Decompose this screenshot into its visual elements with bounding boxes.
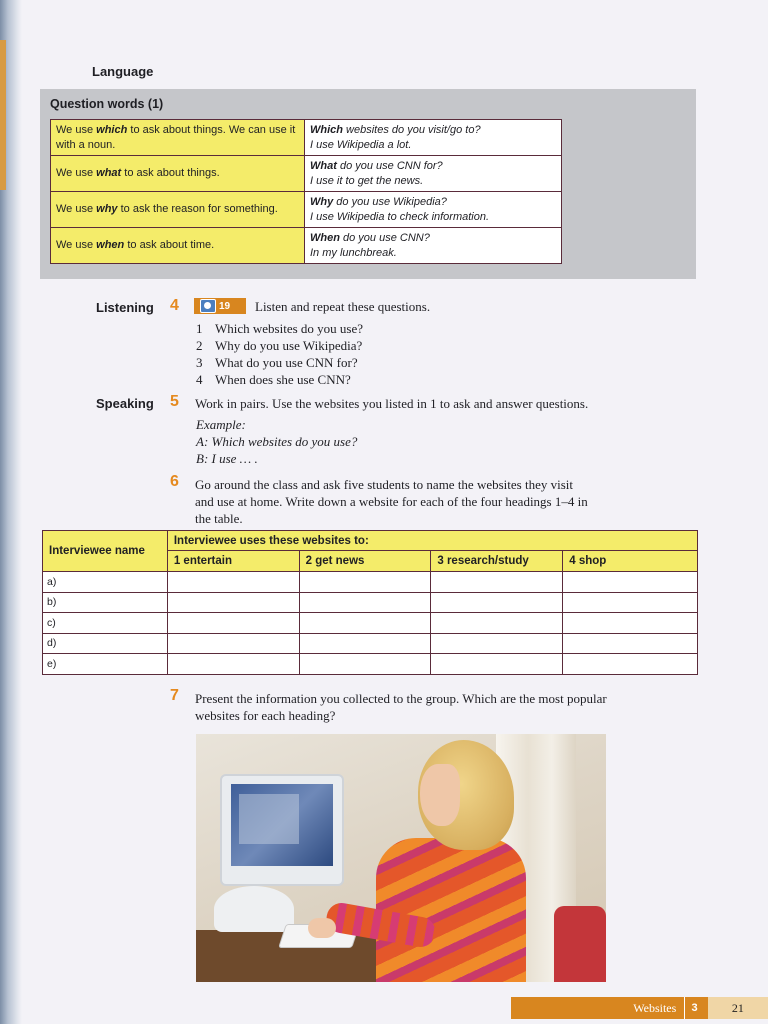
question-text: What do you use CNN for?: [215, 355, 358, 370]
survey-row-label: c): [43, 613, 168, 634]
question-word: when: [96, 239, 125, 251]
task7-instruction: [195, 690, 607, 724]
grammar-rule: We use what to ask about things.: [51, 156, 305, 192]
example-question: Why do you use Wikipedia?: [310, 195, 447, 208]
survey-answer-cell[interactable]: [167, 592, 299, 613]
survey-answer-cell[interactable]: [431, 654, 563, 675]
survey-answer-cell[interactable]: [299, 613, 431, 634]
survey-row: [43, 654, 698, 675]
survey-answer-cell[interactable]: [167, 572, 299, 593]
question-number: 1: [196, 321, 203, 336]
survey-answer-cell[interactable]: [431, 592, 563, 613]
grammar-box: [40, 89, 696, 279]
survey-column-header: 2 get news: [299, 551, 431, 572]
question-text: Why do you use Wikipedia?: [215, 338, 363, 353]
footer-unit-number: 3: [684, 997, 703, 1019]
survey-answer-cell[interactable]: [563, 572, 698, 593]
survey-answer-cell[interactable]: [563, 633, 698, 654]
survey-answer-cell[interactable]: [299, 654, 431, 675]
grammar-rule: We use when to ask about time.: [51, 228, 305, 264]
computer-monitor: [220, 774, 344, 886]
example-answer: In my lunchbreak.: [310, 246, 397, 259]
woman-at-computer-photo: [196, 734, 606, 982]
question-text: Which websites do you use?: [215, 321, 364, 336]
example-answer: I use it to get the news.: [310, 174, 424, 187]
survey-answer-cell[interactable]: [563, 613, 698, 634]
survey-column-header: 4 shop: [563, 551, 698, 572]
task6-instruction: [195, 476, 588, 527]
grammar-rule: We use why to ask the reason for something.: [51, 192, 305, 228]
survey-column-header: 3 research/study: [431, 551, 563, 572]
example-answer: I use Wikipedia to check information.: [310, 210, 490, 223]
survey-row-label: d): [43, 633, 168, 654]
survey-answer-cell[interactable]: [299, 633, 431, 654]
listening-question: [196, 320, 363, 337]
survey-column-header: 1 entertain: [167, 551, 299, 572]
language-heading: Language: [92, 64, 154, 79]
listening-instruction: Listen and repeat these questions.: [255, 299, 431, 314]
grammar-row: [51, 120, 562, 156]
page-footer: [511, 997, 768, 1019]
survey-row: [43, 592, 698, 613]
websites-group-header: Interviewee uses these websites to:: [167, 531, 697, 551]
listening-question: [196, 371, 363, 388]
survey-answer-cell[interactable]: [167, 654, 299, 675]
task6-line-3: the table.: [195, 511, 243, 526]
grammar-row: [51, 228, 562, 264]
survey-answer-cell[interactable]: [563, 654, 698, 675]
task7-line-2: websites for each heading?: [195, 708, 336, 723]
grammar-example: [305, 156, 562, 192]
example-line-a: A: Which websites do you use?: [196, 434, 358, 449]
survey-row: [43, 633, 698, 654]
audio-cd-icon: [200, 299, 216, 313]
question-number: 4: [196, 372, 203, 387]
striped-sweater: [376, 838, 526, 982]
listening-question: [196, 337, 363, 354]
task-number-5: 5: [170, 393, 179, 410]
survey-row-label: e): [43, 654, 168, 675]
survey-answer-cell[interactable]: [167, 633, 299, 654]
audio-track-number: 19: [219, 300, 231, 312]
task-number-6: 6: [170, 473, 179, 490]
example-label: Example:: [196, 417, 246, 432]
question-number: 3: [196, 355, 203, 370]
survey-answer-cell[interactable]: [167, 613, 299, 634]
grammar-example: [305, 192, 562, 228]
footer-unit-name: Websites: [633, 1000, 677, 1015]
listening-question: [196, 354, 363, 371]
task7-line-1: Present the information you collected to the group. Which are the most popular: [195, 691, 607, 706]
survey-answer-cell[interactable]: [431, 613, 563, 634]
survey-answer-cell[interactable]: [299, 592, 431, 613]
question-text: When does she use CNN?: [215, 372, 351, 387]
task6-line-1: Go around the class and ask five students to name the websites they visit: [195, 477, 574, 492]
task6-line-2: and use at home. Write down a website for each of the four headings 1–4 in: [195, 494, 588, 509]
page-number: 21: [708, 997, 768, 1019]
speaking-example: [196, 416, 357, 467]
grammar-row: [51, 156, 562, 192]
audio-track-badge[interactable]: [194, 298, 246, 314]
question-word: why: [96, 203, 118, 215]
grammar-example: [305, 120, 562, 156]
task-number-7: 7: [170, 687, 179, 704]
question-word: which: [96, 123, 128, 136]
survey-row-label: b): [43, 592, 168, 613]
survey-row-label: a): [43, 572, 168, 593]
monitor-screen: [231, 784, 333, 866]
survey-answer-cell[interactable]: [431, 572, 563, 593]
survey-row: [43, 613, 698, 634]
interviewee-name-header: Interviewee name: [43, 531, 168, 572]
survey-answer-cell[interactable]: [563, 592, 698, 613]
survey-answer-cell[interactable]: [299, 572, 431, 593]
listening-label: Listening: [96, 300, 154, 315]
listening-question-list: [196, 320, 363, 388]
example-question: Which websites do you visit/go to?: [310, 123, 481, 136]
red-chair: [554, 906, 606, 982]
grammar-example: [305, 228, 562, 264]
question-number: 2: [196, 338, 203, 353]
example-answer: I use Wikipedia a lot.: [310, 138, 412, 151]
grammar-table: [50, 119, 562, 264]
task-number-4: 4: [170, 297, 179, 314]
example-question: What do you use CNN for?: [310, 159, 443, 172]
face: [420, 764, 460, 826]
example-line-b: B: I use … .: [196, 451, 258, 466]
grammar-rule: We use which to ask about things. We can use it with a noun.: [51, 120, 305, 156]
survey-table: [42, 530, 698, 675]
example-question: When do you use CNN?: [310, 231, 430, 244]
survey-row: [43, 572, 698, 593]
speaking-label: Speaking: [96, 396, 154, 411]
question-word: what: [96, 167, 122, 179]
grammar-title: Question words (1): [50, 97, 164, 111]
survey-answer-cell[interactable]: [431, 633, 563, 654]
grammar-row: [51, 192, 562, 228]
speaking-instruction: Work in pairs. Use the websites you listed in 1 to ask and answer questions.: [195, 396, 589, 411]
spine-color-tab: [0, 40, 6, 190]
